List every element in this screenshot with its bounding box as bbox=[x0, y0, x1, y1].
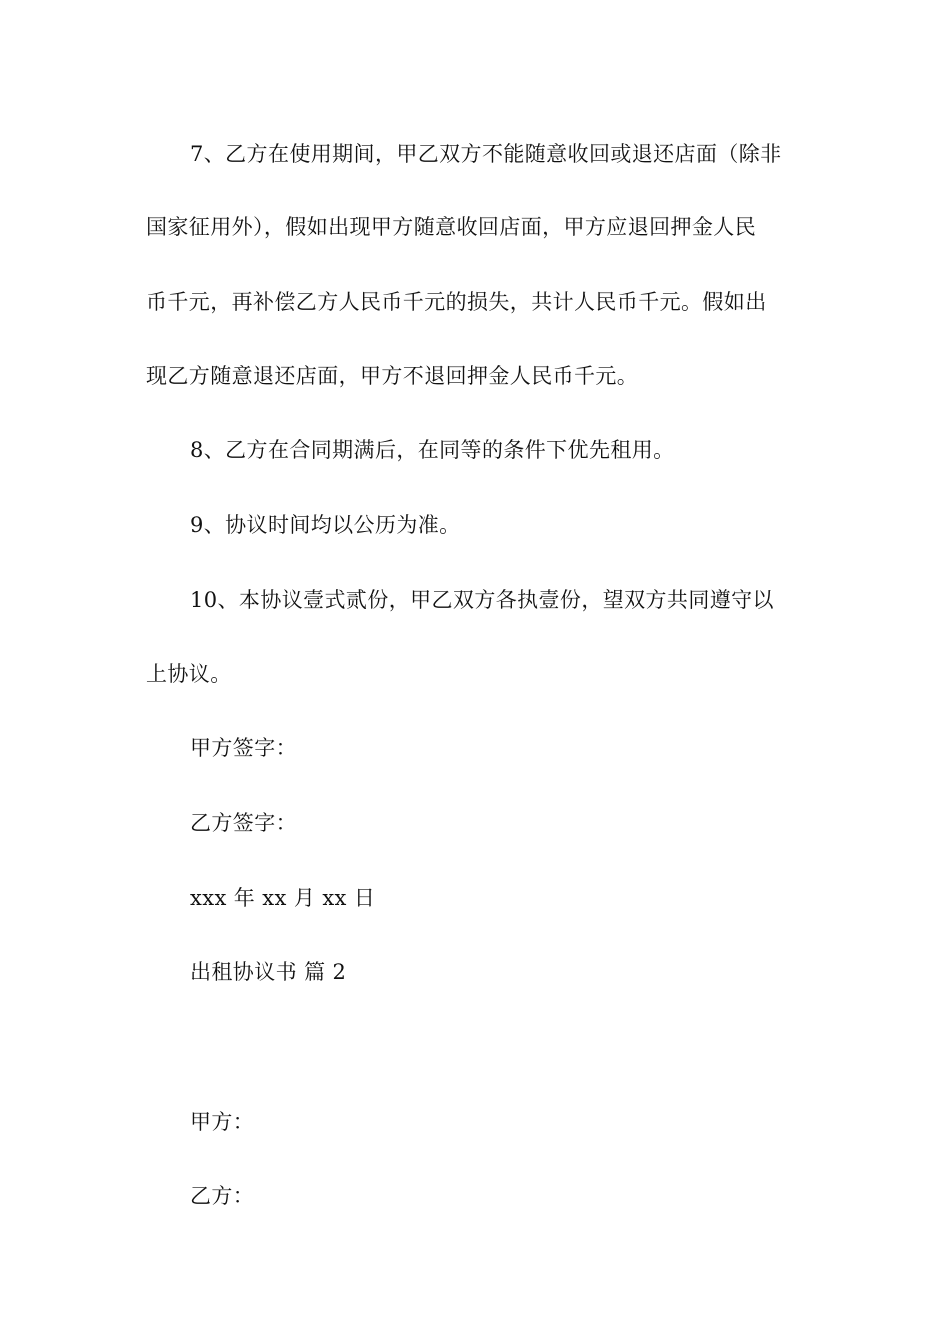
clause-7-line-2: 国家征用外），假如出现甲方随意收回店面，甲方应退回押金人民 bbox=[146, 215, 757, 239]
next-section-title: 出租协议书 篇 2 bbox=[190, 960, 347, 984]
clause-10-line-2: 上协议。 bbox=[146, 662, 232, 686]
signature-party-a: 甲方签字： bbox=[190, 736, 297, 760]
clause-7-line-3: 币千元，再补偿乙方人民币千元的损失，共计人民币千元。假如出 bbox=[146, 290, 767, 314]
signature-party-b: 乙方签字： bbox=[190, 811, 297, 835]
signing-date: xxx 年 xx 月 xx 日 bbox=[190, 886, 376, 910]
party-a-label: 甲方： bbox=[190, 1110, 255, 1134]
clause-9: 9、协议时间均以公历为准。 bbox=[190, 513, 461, 537]
clause-7-line-1: 7、乙方在使用期间，甲乙双方不能随意收回或退还店面（除非 bbox=[190, 142, 782, 166]
party-b-label: 乙方： bbox=[190, 1184, 255, 1208]
clause-8: 8、乙方在合同期满后，在同等的条件下优先租用。 bbox=[190, 438, 675, 462]
clause-10-line-1: 10、本协议壹式贰份，甲乙双方各执壹份，望双方共同遵守以 bbox=[190, 588, 774, 612]
clause-7-line-4: 现乙方随意退还店面，甲方不退回押金人民币千元。 bbox=[146, 364, 639, 388]
